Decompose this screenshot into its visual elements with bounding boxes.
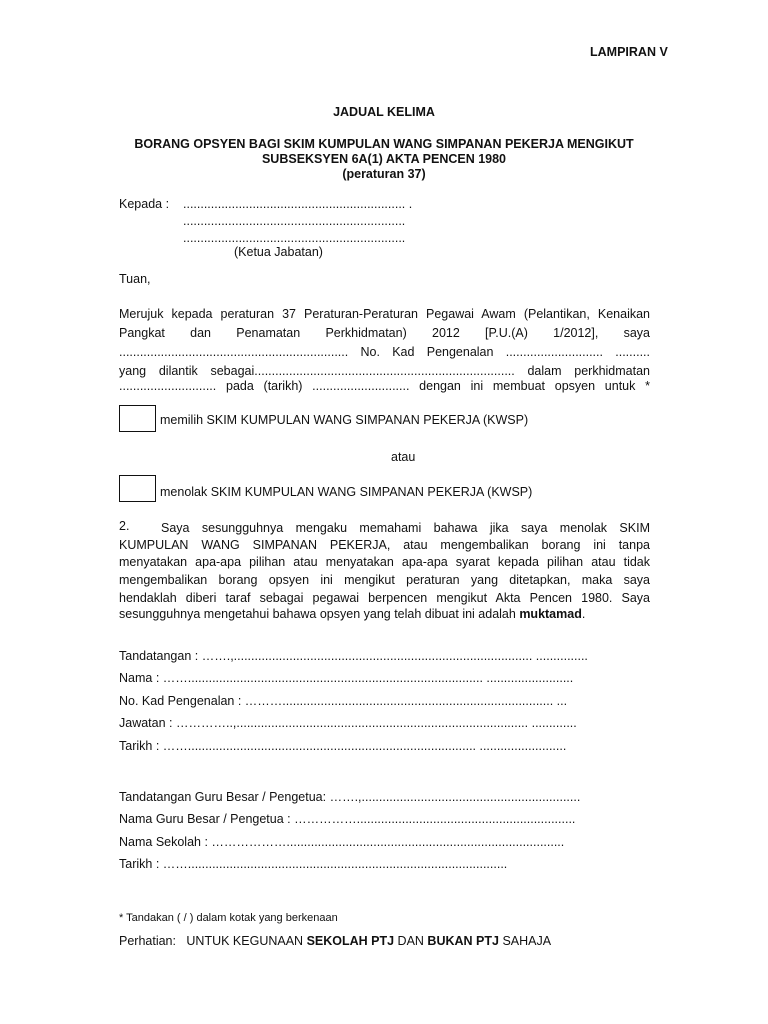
paragraph-2-number: 2. — [119, 519, 130, 533]
muktamad-text: muktamad — [519, 607, 582, 621]
notice-text-mid: DAN — [394, 934, 428, 948]
position-label: Jawatan : — [119, 716, 176, 730]
position-dots[interactable]: …………..,.................................................................................... ............. — [175, 716, 577, 730]
notice-sekolah-ptj: SEKOLAH PTJ — [306, 934, 395, 948]
paragraph-2-line6 — [119, 607, 585, 621]
address-line3[interactable]: ................................................................ — [183, 231, 406, 245]
paragraph-1-line2: Pangkat dan Penamatan Perkhidmatan) 2012 [P.U.(A) 1/2012], saya — [119, 326, 650, 340]
choose-kwsp-checkbox[interactable] — [119, 405, 156, 432]
choose-kwsp-label: memilih SKIM KUMPULAN WANG SIMPANAN PEKERJA (KWSP) — [160, 413, 529, 427]
paragraph-2-line6-text: sesungguhnya mengetahui bahawa opsyen yang telah dibuat ini adalah — [119, 607, 520, 621]
name-field[interactable] — [119, 671, 573, 685]
form-subtitle-line2: SUBSEKSYEN 6A(1) AKTA PENCEN 1980 — [261, 152, 507, 166]
paragraph-2-line2: KUMPULAN WANG SIMPANAN PEKERJA, atau mengembalikan borang ini tanpa — [119, 538, 650, 552]
signature-field[interactable] — [119, 649, 588, 663]
name-label: Nama : — [119, 671, 163, 685]
atau-label: atau — [391, 450, 416, 464]
school-name-dots[interactable]: ………………................................................................................ — [211, 835, 565, 849]
principal-signature-label: Tandatangan Guru Besar / Pengetua: — [119, 790, 330, 804]
reject-kwsp-checkbox[interactable] — [119, 475, 156, 502]
notice-bukan-ptj: BUKAN PTJ — [427, 934, 499, 948]
kepada-label: Kepada : — [119, 197, 170, 211]
ic-number-label: No. Kad Pengenalan : — [119, 694, 245, 708]
paragraph-2-line1: Saya sesungguhnya mengaku memahami bahawa jika saya menolak SKIM — [161, 521, 650, 535]
date-label: Tarikh : — [119, 739, 163, 753]
principal-signature-dots[interactable]: …….,............................................................... — [329, 790, 581, 804]
ic-number-dots[interactable]: ……….............................................................................. ... — [244, 694, 568, 708]
form-title: JADUAL KELIMA — [333, 105, 435, 119]
paragraph-1-line4: yang dilantik sebagai........................................................................... dalam perkhidmatan — [119, 364, 650, 378]
paragraph-2-line6-end: . — [581, 607, 586, 621]
signature-label: Tandatangan : — [119, 649, 202, 663]
paragraph-1-line5: ............................ pada (tarikh) ............................ dengan ini membuat opsyen untuk * — [119, 379, 650, 393]
notice — [119, 934, 551, 948]
school-date-dots[interactable]: ……............................................................................................ — [162, 857, 508, 871]
principal-name-dots[interactable]: ……………............................................................... — [294, 812, 576, 826]
address-line1[interactable]: ................................................................ . — [183, 197, 413, 211]
lampiran-label: LAMPIRAN V — [590, 45, 668, 59]
salutation: Tuan, — [119, 272, 151, 286]
paragraph-1-line1: Merujuk kepada peraturan 37 Peraturan-Peraturan Pegawai Awam (Pelantikan, Kenaikan — [119, 307, 650, 321]
signature-dots[interactable]: …….,...................................................................................... ............... — [201, 649, 588, 663]
school-name-label: Nama Sekolah : — [119, 835, 212, 849]
paragraph-2-line5: hendaklah diberi taraf sebagai pegawai berpencen mengikut Akta Pencen 1980. Saya — [119, 591, 650, 605]
date-field[interactable] — [119, 739, 566, 753]
paragraph-2-line3: menyatakan apa-apa pilihan atau menyatakan apa-apa syarat kepada pilihan atau tidak — [119, 555, 650, 569]
school-date-label: Tarikh : — [119, 857, 163, 871]
form-subtitle-line1: BORANG OPSYEN BAGI SKIM KUMPULAN WANG SIMPANAN PEKERJA MENGIKUT — [134, 137, 634, 151]
position-field[interactable] — [119, 716, 577, 730]
footnote: * Tandakan ( / ) dalam kotak yang berkenaan — [119, 912, 338, 924]
paragraph-2-line4: mengembalikan borang opsyen ini mengikut peraturan yang ditetapkan, maka saya — [119, 573, 650, 587]
date-dots[interactable]: ……................................................................................... ......................... — [162, 739, 567, 753]
notice-text-pre: UNTUK KEGUNAAN — [186, 934, 307, 948]
notice-text-post: SAHAJA — [498, 934, 552, 948]
ketua-jabatan-label: (Ketua Jabatan) — [234, 245, 323, 259]
form-subtitle-line3: (peraturan 37) — [342, 167, 426, 181]
principal-name-label: Nama Guru Besar / Pengetua : — [119, 812, 295, 826]
principal-name-field[interactable] — [119, 812, 575, 826]
name-dots[interactable]: ……..................................................................................... ......................... — [162, 671, 574, 685]
reject-kwsp-label: menolak SKIM KUMPULAN WANG SIMPANAN PEKERJA (KWSP) — [160, 485, 533, 499]
paragraph-1-line3: .................................................................. No. Kad Pengenalan ............................ .......... — [119, 345, 650, 359]
school-name-field[interactable] — [119, 835, 564, 849]
address-line2[interactable]: ................................................................ — [183, 214, 406, 228]
ic-number-field[interactable] — [119, 694, 567, 708]
school-date-field[interactable] — [119, 857, 507, 871]
principal-signature-field[interactable] — [119, 790, 580, 804]
notice-label: Perhatian: — [119, 934, 176, 948]
